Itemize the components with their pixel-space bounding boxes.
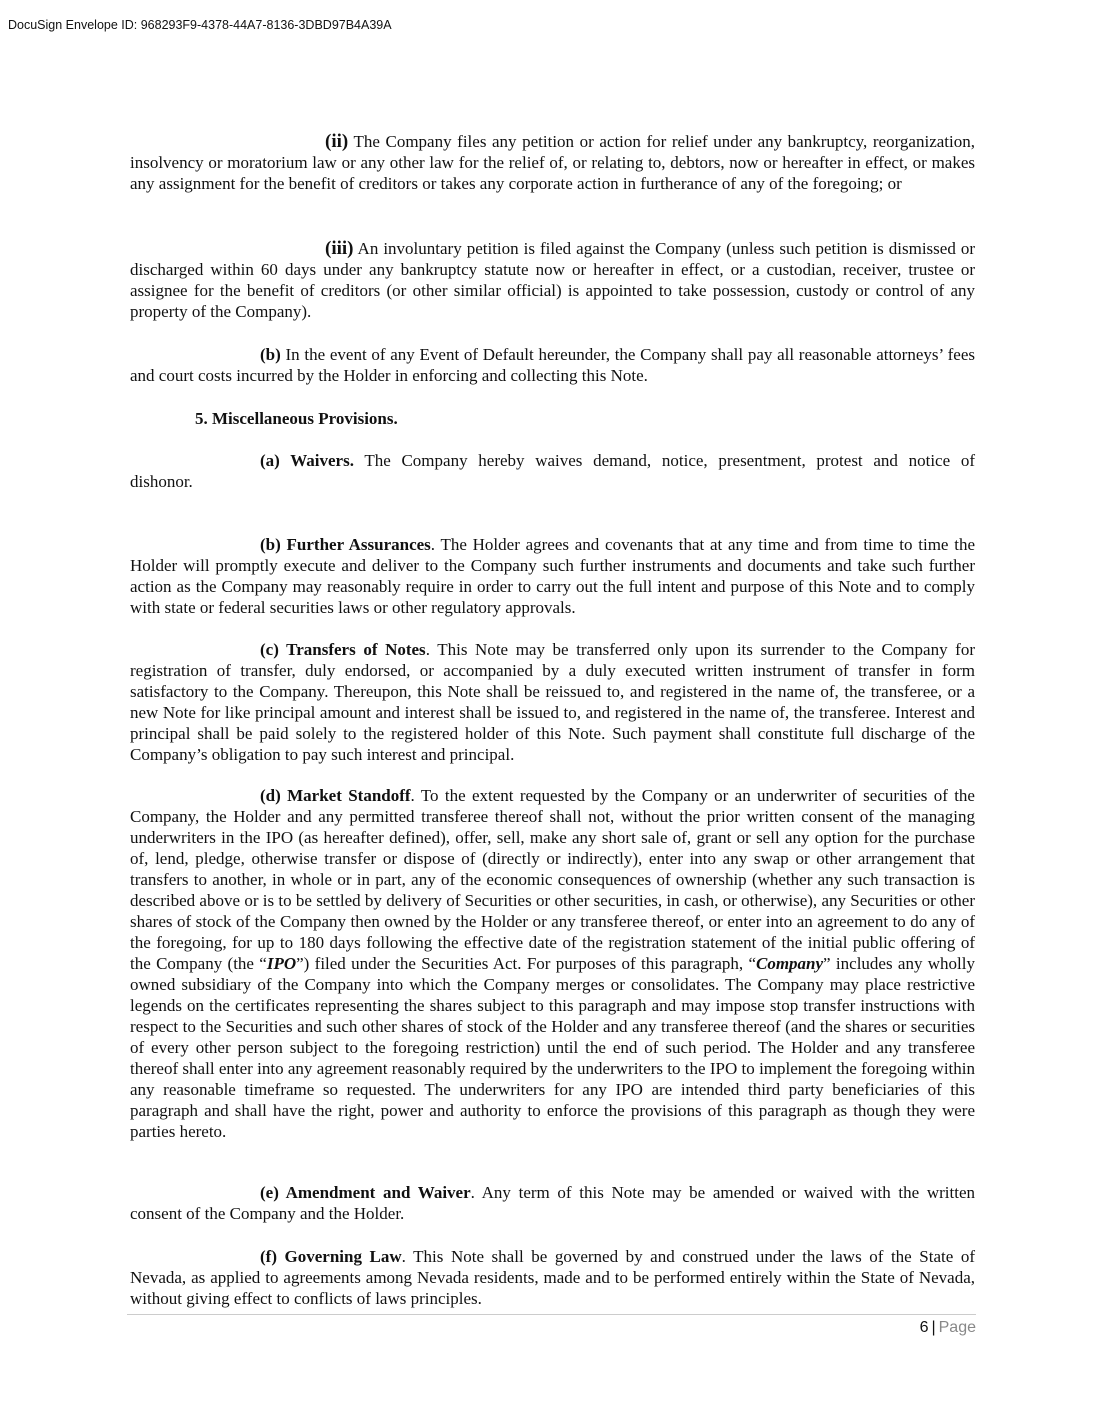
clause-label: (b) Further Assurances bbox=[260, 535, 431, 554]
page-label: Page bbox=[938, 1319, 976, 1336]
clause-text: . This Note shall be governed by and construed under the laws of the State of Nevada, as applied to agreements among Nevada residents, made and to be performed entirely within the State of Nevada, without giving effect to conflicts of laws principles. bbox=[130, 1247, 975, 1308]
paragraph-a-continuation bbox=[130, 471, 975, 492]
docusign-envelope-id: DocuSign Envelope ID: 968293F9-4378-44A7-8136-3DBD97B4A39A bbox=[8, 18, 392, 32]
clause-text: ”) filed under the Securities Act. For purposes of this paragraph, “ bbox=[296, 954, 756, 973]
page-separator: | bbox=[931, 1319, 936, 1336]
footer-divider bbox=[127, 1314, 976, 1315]
paragraph-iii bbox=[130, 238, 975, 322]
clause-text: . To the extent requested by the Company or an underwriter of securities of the Company, the Holder and any permitted transferee thereof shall not, without the prior written consent of the managing underwriters in the IPO (as hereafter defined), offer, sell, make any short sale of, grant or sell any option for the purchase of, lend, pledge, otherwise transfer or dispose of (directly or indirectly), enter into any swap or other arrangement that transfers to another, in whole or in part, any of the economic consequences of ownership (whether any such transaction is described above or is to be settled by delivery of Securities or other securities, in cash, or otherwise), any Securities or other shares of stock of the Company then owned by the Holder or any transferee thereof, or enter into an agreement to do any of the foregoing, for up to 180 days following the effective date of the registration statement of the initial public offering of the Company (the “ bbox=[130, 786, 975, 973]
paragraph-c-transfers bbox=[130, 639, 975, 765]
clause-text: . The Holder agrees and covenants that at any time and from time to time the Holder will promptly execute and deliver to the Company such further instruments and documents and take such further action as the Company may reasonably require in order to carry out the full intent and purpose of this Note and to comply with state or federal securities laws or other regulatory approvals. bbox=[130, 535, 975, 617]
page-footer bbox=[920, 1319, 976, 1337]
paragraph-b-further-assurances bbox=[130, 534, 975, 618]
defined-term-company: Company bbox=[755, 954, 824, 973]
paragraph-f-governing-law bbox=[130, 1246, 975, 1309]
defined-term-ipo: IPO bbox=[266, 954, 297, 973]
paragraph-a-waivers bbox=[130, 450, 975, 471]
clause-label: (d) Market Standoff bbox=[260, 786, 411, 805]
clause-text: . Any term of this Note may be amended or waived with the written consent of the Company and the Holder. bbox=[130, 1183, 975, 1223]
clause-label: (b) bbox=[260, 345, 281, 364]
clause-label: (c) Transfers of Notes bbox=[260, 640, 426, 659]
clause-label: (f) Governing Law bbox=[260, 1247, 402, 1266]
paragraph-d-market-standoff bbox=[130, 785, 975, 1142]
paragraph-ii bbox=[130, 131, 975, 194]
page-number: 6 bbox=[919, 1319, 929, 1336]
clause-label: (a) Waivers. bbox=[260, 451, 354, 470]
clause-label: (e) Amendment and Waiver bbox=[260, 1183, 471, 1202]
clause-label: (ii) bbox=[325, 131, 349, 152]
clause-label: (iii) bbox=[325, 238, 354, 259]
clause-text: The Company files any petition or action for relief under any bankruptcy, reorganization, insolvency or moratorium law or any other law for the relief of, or relating to, debtors, now or hereafter in effect, or makes any assignment for the benefit of creditors or takes any corporate action in furtherance of any of the foregoing; or bbox=[130, 132, 975, 193]
clause-text: . This Note may be transferred only upon its surrender to the Company for registration of transfer, duly endorsed, or accompanied by a duly executed written instrument of transfer in form satisfactory to the Company. Thereupon, this Note shall be reissued to, and registered in the name of, the transferee, or a new Note for like principal amount and interest shall be issued to, and registered in the name of, the transferee. Interest and principal shall be paid solely to the registered holder of this Note. Such payment shall constitute full discharge of the Company’s obligation to pay such interest and principal. bbox=[130, 640, 975, 764]
clause-text: The Company hereby waives demand, notice, presentment, protest and notice of bbox=[353, 451, 975, 470]
clause-text: An involuntary petition is filed against the Company (unless such petition is dismissed or discharged within 60 days under any bankruptcy statute now or hereafter in effect, or a custodian, receiver, trustee or assignee for the benefit of creditors (or other similar official) is appointed to take possession, custody or control of any property of the Company). bbox=[130, 239, 975, 321]
paragraph-4b bbox=[130, 344, 975, 386]
clause-text: In the event of any Event of Default hereunder, the Company shall pay all reasonable attorneys’ fees and court costs incurred by the Holder in enforcing and collecting this Note. bbox=[130, 345, 975, 385]
paragraph-e-amendment bbox=[130, 1182, 975, 1224]
heading-text: 5. Miscellaneous Provisions. bbox=[195, 409, 398, 428]
clause-text: ” includes any wholly owned subsidiary of the Company into which the Company merges or consolidates. The Company may place restrictive legends on the certificates representing the shares subject to this paragraph and may impose stop transfer instructions with respect to the Securities and such other shares of stock of the Holder and any transferee thereof (and the shares or securities of every other person subject to the foregoing restriction) until the end of such period. The Holder and any transferee thereof shall enter into any agreement reasonably required by the underwriters to the IPO to implement the foregoing within any reasonable timeframe so requested. The underwriters for any IPO are intended third party beneficiaries of this paragraph and shall have the right, power and authority to enforce the provisions of this paragraph as though they were parties hereto. bbox=[130, 954, 975, 1141]
clause-text: dishonor. bbox=[130, 472, 193, 491]
section-heading-5 bbox=[130, 408, 975, 429]
